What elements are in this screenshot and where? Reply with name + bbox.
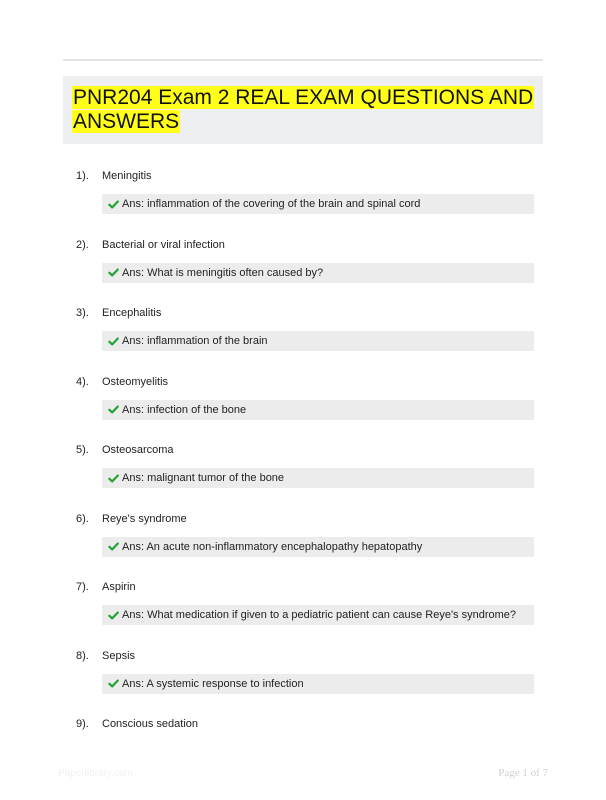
question-number: 7). [76,581,89,593]
question-number: 6). [76,512,89,525]
answer-box [102,331,534,351]
answer-box [102,263,534,283]
question-text: Bacterial or viral infection [102,238,225,251]
qa-item [0,650,606,718]
answer-text: Ans: inflammation of the brain [122,335,268,347]
qa-item [0,376,606,444]
question-text: Aspirin [102,581,136,593]
answer-text: Ans: infection of the bone [122,403,247,416]
answer-text: Ans: A systemic response to infection [122,677,304,690]
answer-text: Ans: What is meningitis often caused by? [122,266,324,279]
qa-item [0,307,606,375]
question-text: Osteosarcoma [102,444,174,456]
checkmark-icon [108,610,119,621]
answer-box [102,468,534,488]
question-number: 2). [76,238,89,251]
question-text: Sepsis [102,649,136,662]
question-number: 5). [76,444,89,456]
checkmark-icon [108,199,119,210]
checkmark-icon [108,678,119,689]
question-text: Conscious sedation [102,718,199,730]
question-text: Encephalitis [102,307,162,319]
footer-watermark: Paperlibrary.com [58,768,133,779]
answer-text: Ans: inflammation of the covering of the brain and spinal cord [122,198,421,210]
question-number: 1). [76,170,89,182]
checkmark-icon [108,404,119,415]
question-text: Osteomyelitis [102,375,169,388]
answer-text: Ans: An acute non-inflammatory encephalopathy hepatopathy [122,540,423,553]
answer-text: Ans: What medication if given to a pediatric patient can cause Reye's syndrome? [122,609,517,621]
top-divider [63,59,543,61]
qa-item [0,444,606,512]
answer-text: Ans: malignant tumor of the bone [122,472,285,484]
answer-box [102,194,534,214]
answer-box [102,400,534,420]
question-number: 9). [76,718,89,730]
question-number: 4). [76,375,89,388]
qa-item [0,513,606,581]
checkmark-icon [108,541,119,552]
qa-item [0,239,606,307]
qa-item [0,581,606,649]
title-banner [63,76,543,144]
answer-box [102,605,534,625]
qa-item [0,170,606,238]
question-number: 3). [76,307,89,319]
checkmark-icon [108,267,119,278]
checkmark-icon [108,336,119,347]
page-number: Page 1 of 7 [498,767,548,779]
document-title: PNR204 Exam 2 REAL EXAM QUESTIONS AND ANSWERS [73,86,534,133]
answer-box [102,537,534,557]
answer-box [102,674,534,694]
checkmark-icon [108,473,119,484]
question-text: Meningitis [102,170,152,182]
question-number: 8). [76,649,89,662]
question-text: Reye's syndrome [102,512,187,525]
